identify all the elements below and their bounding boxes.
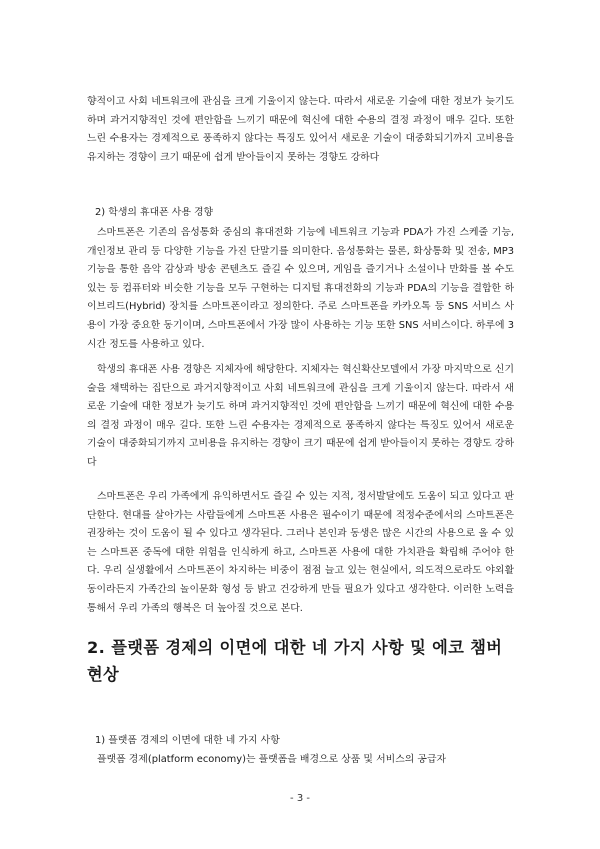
paragraph-text: 학생의 휴대폰 사용 경향은 지체자에 해당한다. 지체자는 혁신확산모델에서 가장 마지막으로 신기술을 채택하는 집단으로 과거지향적이고 사회 네트워크에 관심을 크게 기울이지 않는다. 따라서 새로운 기술에 대한 정보가 늦기도 하며 과거지향적인 것에 편안함을 느끼기 때문에 혁신에 대한 수용의 결정 과정이 매우 길다. 또한 느린 수용자는 경제적으로 풍족하지 않다는 특징도 있어서 새로운 기술이 대중화되기까지 고비용을 유지하는 경향이 크기 때문에 쉽게 받아들이지 못하는 경향도 강하다 [87, 364, 514, 468]
body-paragraph-continuation: 향적이고 사회 네트워크에 관심을 크게 기울이지 않는다. 따라서 새로운 기술에 대한 정보가 늦기도 하며 과거지향적인 것에 편안함을 느끼기 때문에 혁신에 대한 수용의 결정 과정이 매우 길다. 또한 느린 수용자는 경제적으로 풍족하지 않다는 특징도 있어서 새로운 기술이 대중화되기까지 고비용을 유지하는 경향이 크기 때문에 쉽게 받아들이지 못하는 경향도 강하다 [87, 96, 514, 163]
subheading-platform-four-issues: 1) 플랫폼 경제의 이면에 대한 네 가지 사항 [95, 735, 280, 746]
paragraph-text: 스마트폰은 우리 가족에게 유익하면서도 즐길 수 있는 지적, 정서발달에도 도움이 되고 있다고 판단한다. 현대를 살아가는 사람들에게 스마트폰 사용은 필수이기 때문에 적정수준에서의 스마트폰은 권장하는 것이 도움이 될 수 있다고 생각된다. 그러나 본인과 동생은 많은 시간의 사용으로 올 수 있는 스마트폰 중독에 대한 위험을 인식하게 하고, 스마트폰 사용에 대한 가치관을 확립해 주어야 한다. 우리 실생활에서 스마트폰이 차지하는 비중이 점점 늘고 있는 현실에서, 의도적으로라도 야외활동이라든지 가족간의 놀이문화 형성 등 밝고 건강하게 만들 필요가 있다고 생각한다. 이러한 노력을 통해서 우리 가족의 행복은 더 높아질 것으로 본다. [87, 491, 514, 614]
subheading-student-phone-use: 2) 학생의 휴대폰 사용 경향 [95, 207, 214, 218]
body-paragraph-student-tendency [87, 361, 514, 473]
paragraph-text: 플랫폼 경제(platform economy)는 플랫폼을 배경으로 상품 및 서비스의 공급자 [97, 754, 447, 765]
body-paragraph-smartphone-definition [87, 224, 514, 354]
section-heading-platform-economy: 2. 플랫폼 경제의 이면에 대한 네 가지 사항 및 에코 챔버 현상 [87, 638, 503, 684]
body-paragraph-platform-economy [87, 751, 514, 770]
page-number: - 3 - [290, 793, 310, 804]
body-paragraph-family [87, 488, 514, 618]
paragraph-text: 스마트폰은 기존의 음성통화 중심의 휴대전화 기능에 네트워크 기능과 PDA가 가진 스케줄 기능, 개인정보 관리 등 다양한 기능을 가진 단말기를 의미한다. 음성통화는 물론, 화상통화 및 전송, MP3 기능을 통한 음악 감상과 방송 콘텐츠도 즐길 수 있으며, 게임을 즐기거나 소설이나 만화를 볼 수도 있는 등 컴퓨터와 비슷한 기능을 모두 구현하는 디지털 휴대전화의 기능과 PDA의 기능을 결합한 하이브리드(Hybrid) 장치를 스마트폰이라고 정의한다. 주로 스마트폰을 카카오톡 등 SNS 서비스 사용이 가장 중요한 동기이며, 스마트폰에서 가장 많이 사용하는 기능 또한 SNS 서비스이다. 하루에 3시간 정도를 사용하고 있다. [87, 227, 514, 350]
